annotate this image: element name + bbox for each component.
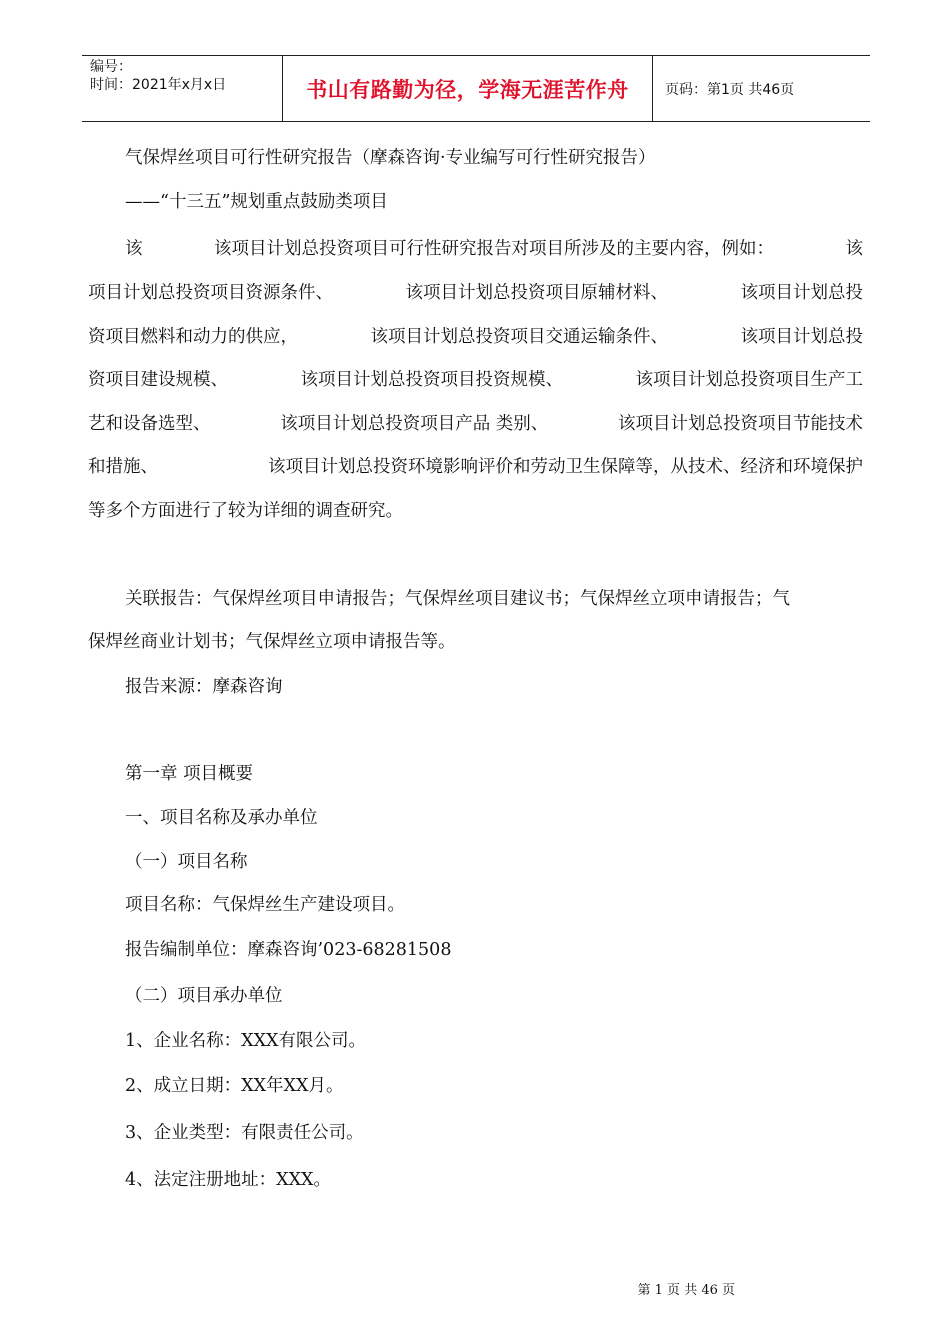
intro-seg: 该项目计划总投资项目原辅材料、 bbox=[405, 283, 668, 303]
intro-line bbox=[88, 456, 863, 478]
report-subtitle: ——“十三五”规划重点鼓励类项目 bbox=[125, 192, 388, 212]
intro-seg: 该 bbox=[125, 239, 143, 259]
list-item: 3、企业类型：有限责任公司。 bbox=[125, 1123, 364, 1143]
doc-time-label: 时间：2021年x月x日 bbox=[90, 77, 227, 93]
intro-seg: 艺和设备选型、 bbox=[88, 414, 211, 434]
intro-seg: 该项目计划总投 bbox=[740, 283, 863, 303]
intro-seg: 该项目计划总投资项目节能技术 bbox=[618, 414, 863, 434]
intro-seg: 资项目燃料和动力的供应， bbox=[88, 327, 298, 347]
intro-line bbox=[88, 326, 863, 348]
project-name-line: 项目名称：气保焊丝生产建设项目。 bbox=[125, 895, 405, 915]
header-motto: 书山有路勤为径，学海无涯苦作舟 bbox=[282, 56, 653, 121]
editor-line: 报告编制单位：摩森咨询’023-68281508 bbox=[125, 940, 452, 960]
intro-line bbox=[125, 238, 863, 260]
section-heading: 一、项目名称及承办单位 bbox=[125, 808, 318, 828]
report-source: 报告来源：摩森咨询 bbox=[125, 677, 283, 697]
intro-seg: 资项目建设规模、 bbox=[88, 370, 228, 390]
header-meta bbox=[82, 56, 282, 121]
intro-line bbox=[88, 369, 863, 391]
intro-line-last: 等多个方面进行了较为详细的调查研究。 bbox=[88, 501, 403, 521]
page-footer: 第 1 页 共 46 页 bbox=[637, 1283, 735, 1298]
list-item: 2、成立日期：XX年XX月。 bbox=[125, 1076, 344, 1096]
related-reports-line: 保焊丝商业计划书；气保焊丝立项申请报告等。 bbox=[88, 632, 456, 652]
intro-seg: 该项目计划总投资项目投资规模、 bbox=[300, 370, 563, 390]
intro-seg: 和措施、 bbox=[88, 457, 158, 477]
intro-seg: 该项目计划总投资环境影响评价和劳动卫生保障等，从技术、经济和环境保护 bbox=[268, 457, 863, 477]
list-item: 4、法定注册地址：XXX。 bbox=[125, 1170, 332, 1190]
intro-seg: 项目计划总投资项目资源条件、 bbox=[88, 283, 333, 303]
intro-seg: 该项目计划总投资项目产品 类别、 bbox=[280, 414, 549, 434]
list-item: 1、企业名称：XXX有限公司。 bbox=[125, 1031, 367, 1051]
report-title: 气保焊丝项目可行性研究报告（摩森咨询·专业编写可行性研究报告） bbox=[125, 148, 656, 168]
intro-seg: 该项目计划总投资项目交通运输条件、 bbox=[370, 327, 668, 347]
subsection-heading: （一）项目名称 bbox=[125, 852, 248, 872]
doc-number-label: 编号： bbox=[90, 59, 132, 75]
intro-seg: 该项目计划总投 bbox=[740, 327, 863, 347]
intro-seg: 该项目计划总投资项目可行性研究报告对项目所涉及的主要内容，例如： bbox=[214, 239, 774, 259]
intro-line bbox=[88, 282, 863, 304]
intro-seg: 该 bbox=[845, 239, 863, 259]
related-reports-line: 关联报告：气保焊丝项目申请报告；气保焊丝项目建议书；气保焊丝立项申请报告；气 bbox=[125, 589, 790, 609]
page-header bbox=[82, 55, 870, 122]
subsection-heading: （二）项目承办单位 bbox=[125, 986, 283, 1006]
intro-seg: 该项目计划总投资项目生产工 bbox=[635, 370, 863, 390]
chapter-heading: 第一章 项目概要 bbox=[125, 764, 254, 784]
header-page-info: 页码：第1页 共46页 bbox=[665, 81, 795, 98]
intro-line bbox=[88, 413, 863, 435]
